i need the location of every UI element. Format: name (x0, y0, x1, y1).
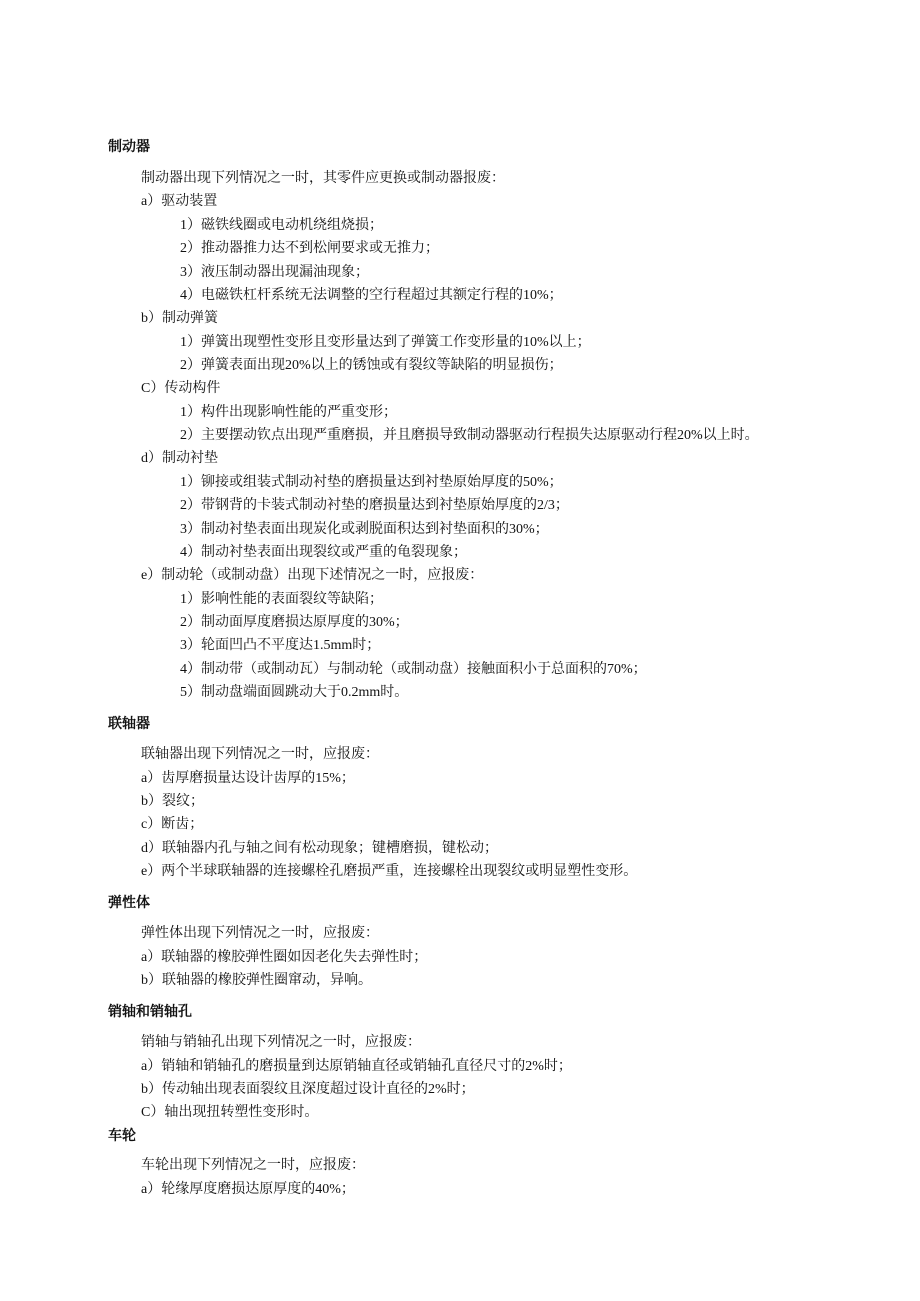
list-item: 4）制动衬垫表面出现裂纹或严重的龟裂现象； (180, 545, 467, 560)
list-item: 3）液压制动器出现漏油现象； (180, 265, 369, 280)
list-item: C）轴出现扭转塑性变形时。 (141, 1105, 319, 1120)
list-item: 3）制动衬垫表面出现炭化或剥脱面积达到衬垫面积的30%； (180, 522, 549, 537)
list-item: 2）带钢背的卡装式制动衬垫的磨损量达到衬垫原始厚度的2/3； (180, 498, 569, 513)
list-item: a）齿厚磨损量达设计齿厚的15%； (141, 771, 355, 786)
section-intro-elastomer: 弹性体出现下列情况之一时，应报废： (141, 926, 379, 941)
section-intro-brake: 制动器出现下列情况之一时，其零件应更换或制动器报废： (141, 171, 505, 186)
group-label-spring: b）制动弹簧 (141, 311, 218, 326)
list-item: 2）制动面厚度磨损达原厚度的30%； (180, 615, 409, 630)
section-title-coupling: 联轴器 (108, 716, 150, 732)
section-title-pin: 销轴和销轴孔 (108, 1004, 192, 1020)
section-intro-pin: 销轴与销轴孔出现下列情况之一时，应报废： (141, 1035, 421, 1050)
group-label-lining: d）制动衬垫 (141, 451, 218, 466)
list-item: 1）铆接或组装式制动衬垫的磨损量达到衬垫原始厚度的50%； (180, 475, 563, 490)
list-item: 2）主要摆动钦点出现严重磨损，并且磨损导致制动器驱动行程损失达原驱动行程20%以上时。 (180, 428, 759, 443)
list-item: b）联轴器的橡胶弹性圈窜动，异响。 (141, 973, 372, 988)
list-item: 1）构件出现影响性能的严重变形； (180, 405, 397, 420)
section-intro-wheel: 车轮出现下列情况之一时，应报废： (141, 1158, 365, 1173)
group-label-brake-wheel: e）制动轮（或制动盘）出现下述情况之一时，应报废： (141, 568, 484, 583)
group-label-drive: a）驱动装置 (141, 194, 218, 209)
list-item: a）销轴和销轴孔的磨损量到达原销轴直径或销轴孔直径尺寸的2%时； (141, 1059, 572, 1074)
list-item: a）轮缘厚度磨损达原厚度的40%； (141, 1182, 355, 1197)
section-title-brake: 制动器 (108, 139, 150, 155)
list-item: d）联轴器内孔与轴之间有松动现象；键槽磨损，键松动； (141, 841, 498, 856)
list-item: b）传动轴出现表面裂纹且深度超过设计直径的2%时； (141, 1082, 475, 1097)
list-item: 1）影响性能的表面裂纹等缺陷； (180, 592, 383, 607)
list-item: 4）电磁铁杠杆系统无法调整的空行程超过其额定行程的10%； (180, 288, 563, 303)
list-item: 4）制动带（或制动瓦）与制动轮（或制动盘）接触面积小于总面积的70%； (180, 662, 647, 677)
list-item: c）断齿； (141, 817, 204, 832)
list-item: 1）磁铁线圈或电动机绕组烧损； (180, 218, 383, 233)
group-label-transmission: C）传动构件 (141, 381, 221, 396)
section-title-elastomer: 弹性体 (108, 895, 150, 911)
list-item: 3）轮面凹凸不平度达1.5mm时； (180, 638, 381, 653)
list-item: 1）弹簧出现塑性变形且变形量达到了弹簧工作变形量的10%以上； (180, 335, 591, 350)
list-item: 5）制动盘端面圆跳动大于0.2mm时。 (180, 685, 409, 700)
list-item: 2）弹簧表面出现20%以上的锈蚀或有裂纹等缺陷的明显损伤； (180, 358, 563, 373)
section-intro-coupling: 联轴器出现下列情况之一时，应报废： (141, 747, 379, 762)
list-item: a）联轴器的橡胶弹性圈如因老化失去弹性时； (141, 950, 428, 965)
list-item: e）两个半球联轴器的连接螺栓孔磨损严重，连接螺栓出现裂纹或明显塑性变形。 (141, 864, 638, 879)
list-item: b）裂纹； (141, 794, 204, 809)
section-title-wheel: 车轮 (108, 1128, 136, 1144)
list-item: 2）推动器推力达不到松闸要求或无推力； (180, 241, 439, 256)
